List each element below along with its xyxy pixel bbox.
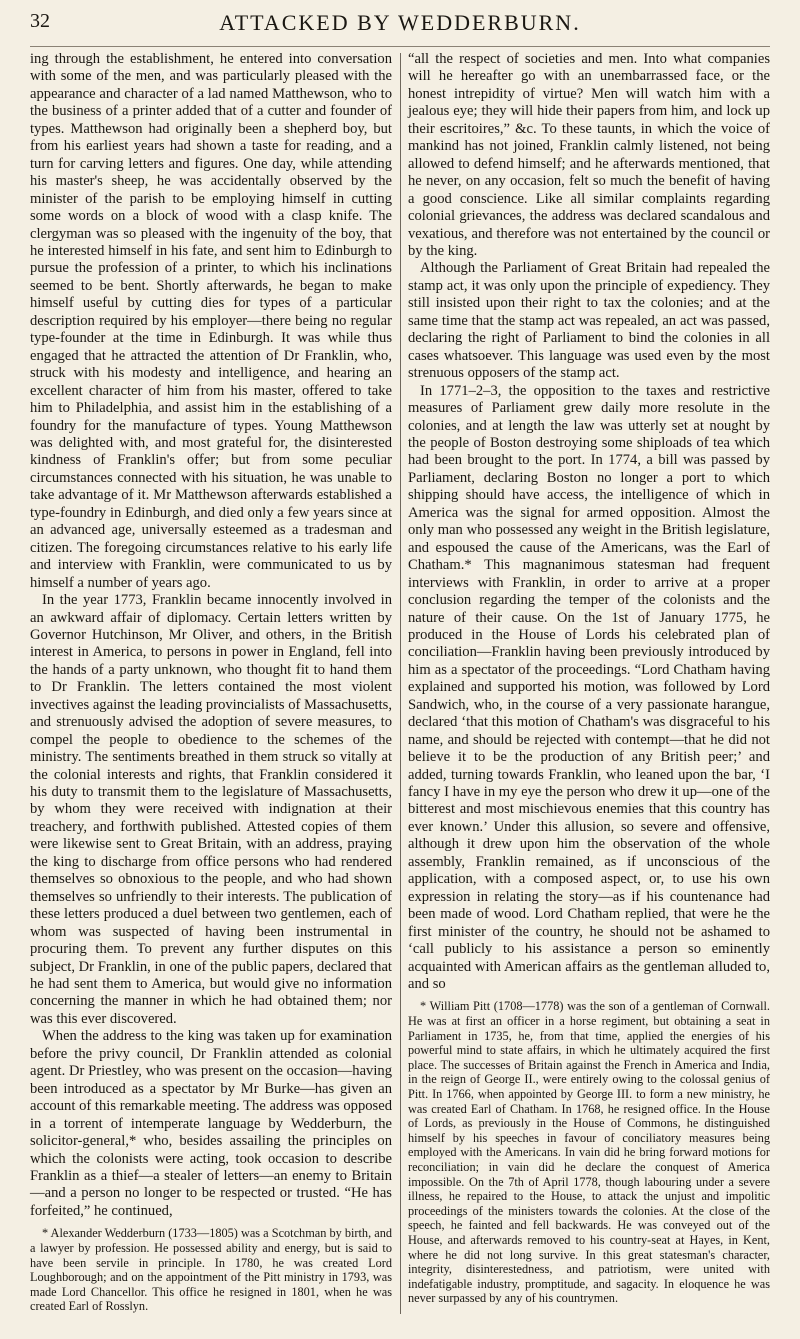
right-footnote xyxy=(408,999,770,1305)
page-number: 32 xyxy=(30,10,50,32)
column-divider xyxy=(400,53,401,1314)
left-column xyxy=(30,51,392,1314)
right-column xyxy=(408,51,770,1314)
left-paragraph-1: ing through the establishment, he entered into conversation with some of the men, and was particularly pleased with the appearance and character of a lad named Matthewson, who to the business of a printer added that of a cutter and founder of types. Matthewson had originally been a shepherd boy, but from his earliest years had shown a taste for reading, and a turn for carving letters and figures. One day, while attending his master's sheep, he was accidentally observed by the minister of the parish to be employing himself in cutting some words on a block of wood with a clasp knife. The clergyman was so pleased with the ingenuity of the boy, that he interested himself in his fate, and sent him to Edinburgh to pursue the profession of a printer, to which his inclinations seemed to be bent. Shortly afterwards, he began to make himself useful by cutting dies for types of a particular description required by his employer—there being no regular type-founder at the time in Edinburgh. It was while thus engaged that he attracted the attention of Dr Franklin, who, struck with his modesty and intelligence, and hearing an excellent character of him from his master, offered to take him to Philadelphia, and assist him in the establishing of a foundry for the manufacture of types. Young Matthewson was delighted with, and most grateful for, the disinterested kindness of Franklin's offer; but from some peculiar circumstances connected with his situation, he was unable to take advantage of it. Mr Matthewson afterwards established a type-foundry in Edinburgh, and died only a few years since at an advanced age, universally esteemed as a tradesman and citizen. The foregoing circumstances relative to his early life and interview with Franklin, were communicated to us by himself a number of years ago. xyxy=(30,51,392,591)
left-footnote xyxy=(30,1226,392,1314)
right-paragraph-2: Although the Parliament of Great Britain had repealed the stamp act, it was only upon the principle of expediency. They still insisted upon their right to tax the colonies; and at the same time that the stamp act was repealed, an act was passed, declaring the right of Parliament to bind the colonies in all cases whatsoever. This language was used even by the most strenuous opposers of the stamp act. xyxy=(408,260,770,382)
running-head: ATTACKED BY WEDDERBURN. xyxy=(219,10,581,35)
right-paragraph-1: “all the respect of societies and men. Into what companies will he hereafter go with an unembarrassed face, or the honest intrepidity of virtue? Men will watch him with a jealous eye; they will hide their papers from him, and lock up their escritoires,” &c. To these taunts, in which the voice of mankind has not joined, Franklin calmly listened, not being allowed to defend himself; and he afterwards mentioned, that he never, on any occasion, felt so much the benefit of having a good conscience. Like all similar complaints regarding colonial grievances, the address was declared scandalous and vexatious, and therefore was not entertained by the council or by the king. xyxy=(408,51,770,259)
left-paragraph-2: In the year 1773, Franklin became innocently involved in an awkward affair of diplomacy. Certain letters written by Governor Hutchinson, Mr Oliver, and others, in the British interest in America, to persons in power in England, fell into the hands of a party unknown, who thought fit to hand them to Dr Franklin. The letters contained the most violent invectives against the leading provincialists of Massachusetts, and strenuously advised the adoption of severe measures, to compel the people to obedience to the schemes of the ministry. The sentiments breathed in them struck so vitally at the colonial interests and rights, that Franklin considered it his duty to transmit them to the legislature of Massachusetts, by whom they were received with indignation at their treachery, and forthwith published. Attested copies of them were likewise sent to Great Britain, with an address, praying the king to discharge from office persons who had rendered themselves so obnoxious to the people, and who had shown themselves so unfriendly to their interests. The publication of these letters produced a duel between two gentlemen, each of whom was suspected of having been instrumental in procuring them. To prevent any further disputes on this subject, Dr Franklin, in one of the public papers, declared that he had sent them to America, but would give no information concerning the manner in which he had obtained them; nor was this ever discovered. xyxy=(30,592,392,1027)
right-paragraph-3: In 1771–2–3, the opposition to the taxes and restrictive measures of Parliament grew daily more resolute in the colonies, and at length the law was utterly set at nought by the people of Boston destroying some shiploads of tea which had been brought to the port. In 1774, a bill was passed by Parliament, declaring Boston no longer a port to which shipping should have access, the intelligence of which in America was the signal for armed opposition. Almost the only man who possessed any weight in the British legislature, and espoused the cause of the Americans, was the Earl of Chatham.* This magnanimous statesman had frequent interviews with Franklin, in order to arrive at a proper conclusion regarding the temper of the colonists and the nature of their cause. On the 1st of January 1775, he produced in the House of Lords his celebrated plan of conciliation—Franklin having been previously introduced by him as a spectator of the proceedings. “Lord Chatham having explained and supported his motion, was followed by Lord Sandwich, who, in the course of a very passionate harangue, declared ‘that this motion of Chatham's was disgraceful to his name, and should be rejected with contempt—that he did not believe it to be the production of any British peer;’ and added, turning towards Franklin, who leaned upon the bar, ‘I fancy I have in my eye the person who drew it up—one of the bitterest and most mischievous enemies that this country has ever known.’ Under this allusion, so severe and offensive, although it drew upon him the observation of the whole assembly, Franklin remained, as if unconscious of the application, with a composed aspect, or, to use his own expression in relating the story—as if his countenance had been made of wood. Lord Chatham replied, that were he the first minister of the country, he should not be ashamed to ‘call publicly to his assistance a person so eminently acquainted with American affairs as the gentleman alluded to, and so xyxy=(408,382,770,993)
footnote-wedderburn: * Alexander Wedderburn (1733—1805) was a Scotchman by birth, and a lawyer by profession. He possessed ability and energy, but is said to have been servile in principle. In 1780, he was created Lord Loughborough; and on the appointment of the Pitt ministry in 1793, was made Lord Chancellor. This office he resigned in 1801, when he was created Earl of Rosslyn. xyxy=(30,1226,392,1314)
page-header xyxy=(30,6,770,47)
text-columns xyxy=(30,51,770,1314)
left-paragraph-3: When the address to the king was taken up for examination before the privy council, Dr Franklin attended as colonial agent. Dr Priestley, who was present on the occasion—having been introduced as a spectator by Mr Burke—has given an account of this remarkable meeting. The address was opposed in a torrent of intemperate language by Wedderburn, the solicitor-general,* who, besides assailing the principles on which the colonists were acting, took occasion to describe Franklin as a thief—a stealer of letters—an enemy to Britain—and a person no longer to be respected or trusted. “He has forfeited,” he continued, xyxy=(30,1028,392,1219)
footnote-pitt: * William Pitt (1708—1778) was the son of a gentleman of Cornwall. He was at first an officer in a horse regiment, but obtaining a seat in Parliament in 1735, he, from that time, applied the energies of his powerful mind to state affairs, in which he ultimately acquired the first place. The successes of Britain against the French in America and India, in the reign of George II., were entirely owing to the colossal genius of Pitt. In 1766, when appointed by George III. to form a new ministry, he was created Earl of Chatham. In 1768, he resigned office. In the House of Lords, as previously in the House of Commons, he distinguished himself by his speeches in favour of conciliatory measures being employed with the Americans. In vain did he bring forward motions for reconciliation; in vain did he declare the conquest of America impossible. On the 7th of April 1778, though labouring under a severe illness, he repaired to the House, to attack the unjust and impolitic proceedings of the ministers towards the colonies. At the close of the speech, he fainted and fell backwards. He was conveyed out of the House, and afterwards removed to his country-seat at Hayes, in Kent, where he did not long survive. In this great statesman's character, integrity, disinterestedness, and patriotism, were united with indefatigable industry, promptitude, and sagacity. In eloquence he was never surpassed by any of his countrymen. xyxy=(408,999,770,1306)
